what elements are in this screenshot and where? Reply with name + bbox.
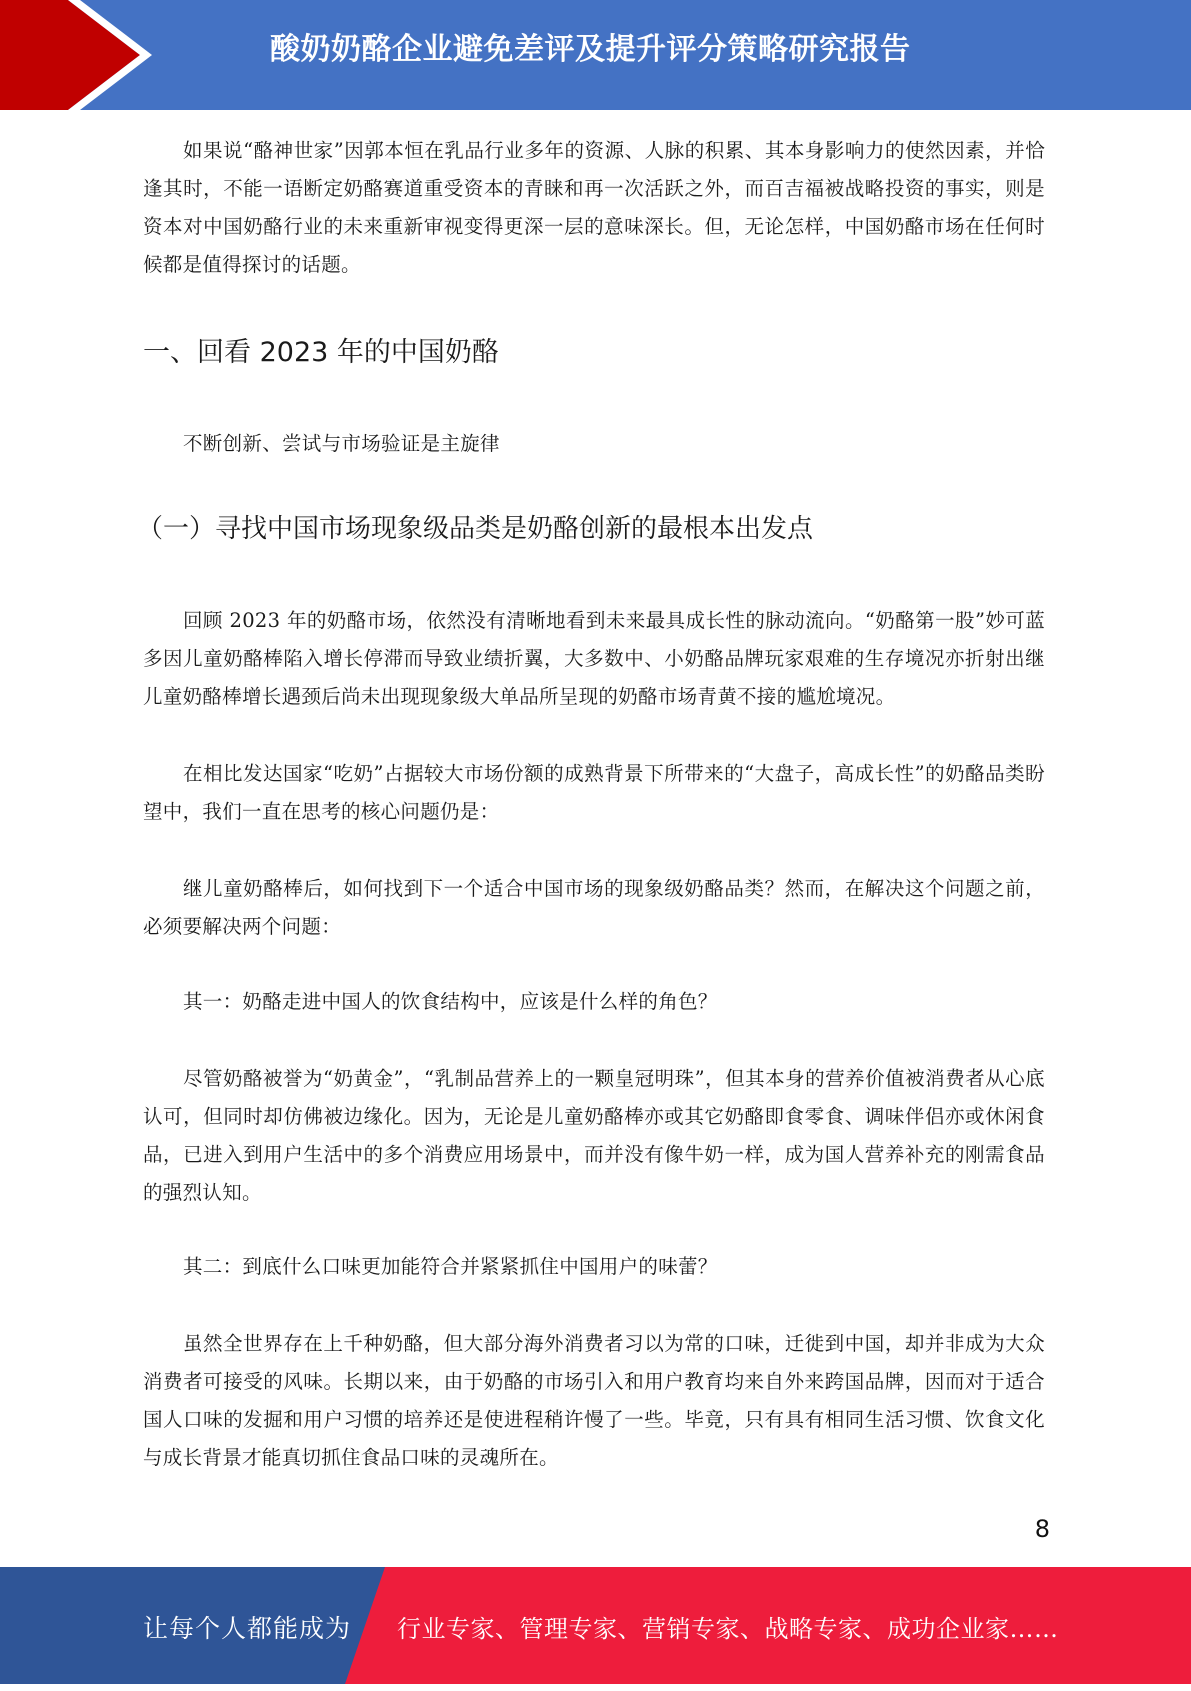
paragraph-3: 继儿童奶酪棒后，如何找到下一个适合中国市场的现象级奶酪品类？然而，在解决这个问题之前，必须要解决两个问题： bbox=[143, 877, 1045, 938]
question-2: 其二：到底什么口味更加能符合并紧紧抓住中国用户的味蕾？ bbox=[183, 1255, 718, 1278]
header-band bbox=[0, 0, 1191, 110]
footer-band bbox=[0, 1567, 1191, 1684]
section-heading: 一、回看 2023 年的中国奶酪 bbox=[143, 337, 499, 368]
subsection-heading: （一）寻找中国市场现象级品类是奶酪创新的最根本出发点 bbox=[137, 514, 814, 544]
report-title: 酸奶奶酪企业避免差评及提升评分策略研究报告 bbox=[270, 32, 911, 67]
question-1: 其一：奶酪走进中国人的饮食结构中，应该是什么样的角色？ bbox=[183, 990, 718, 1013]
section-lead: 不断创新、尝试与市场验证是主旋律 bbox=[183, 432, 500, 455]
page-number: 8 bbox=[1034, 1515, 1050, 1543]
paragraph-5: 虽然全世界存在上千种奶酪，但大部分海外消费者习以为常的口味，迁徙到中国，却并非成为大众消费者可接受的风味。长期以来，由于奶酪的市场引入和用户教育均来自外来跨国品牌，因而对于适合国人口味的发掘和用户习惯的培养还是使进程稍许慢了一些。毕竟，只有具有相同生活习惯、饮食文化与成长背景才能真切抓住食品口味的灵魂所在。 bbox=[143, 1332, 1045, 1469]
paragraph-2: 在相比发达国家“吃奶”占据较大市场份额的成熟背景下所带来的“大盘子，高成长性”的奶酪品类盼望中，我们一直在思考的核心问题仍是： bbox=[143, 762, 1045, 823]
paragraph-4: 尽管奶酪被誉为“奶黄金”，“乳制品营养上的一颗皇冠明珠”，但其本身的营养价值被消费者从心底认可，但同时却仿佛被边缘化。因为，无论是儿童奶酪棒亦或其它奶酪即食零食、调味伴侣亦或休闲食品，已进入到用户生活中的多个消费应用场景中，而并没有像牛奶一样，成为国人营养补充的刚需食品的强烈认知。 bbox=[143, 1067, 1045, 1204]
intro-paragraph: 如果说“酪神世家”因郭本恒在乳品行业多年的资源、人脉的积累、其本身影响力的使然因素，并恰逢其时，不能一语断定奶酪赛道重受资本的青睐和再一次活跃之外，而百吉福被战略投资的事实，则是资本对中国奶酪行业的未来重新审视变得更深一层的意味深长。但，无论怎样，中国奶酪市场在任何时候都是值得探讨的话题。 bbox=[143, 139, 1045, 276]
footer-slogan-left: 让每个人都能成为 bbox=[143, 1614, 352, 1643]
footer-slogan-right: 行业专家、管理专家、营销专家、战略专家、成功企业家…… bbox=[397, 1615, 1059, 1643]
paragraph-1: 回顾 2023 年的奶酪市场，依然没有清晰地看到未来最具成长性的脉动流向。“奶酪第一股”妙可蓝多因儿童奶酪棒陷入增长停滞而导致业绩折翼，大多数中、小奶酪品牌玩家艰难的生存境况亦折射出继儿童奶酪棒增长遇颈后尚未出现现象级大单品所呈现的奶酪市场青黄不接的尴尬境况。 bbox=[143, 609, 1045, 708]
